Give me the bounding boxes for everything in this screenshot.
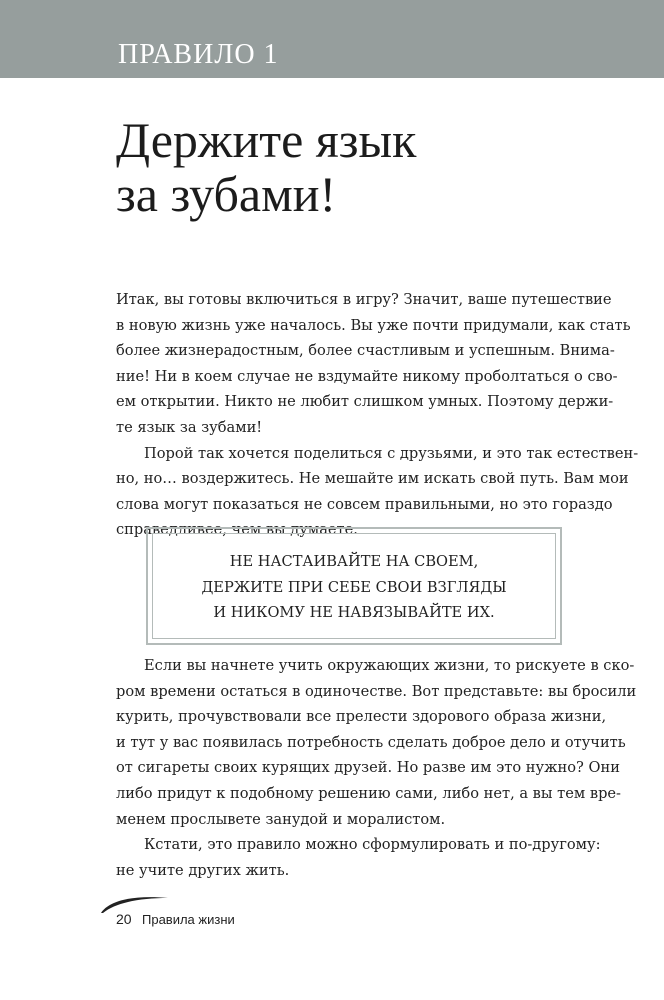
callout-box [146, 527, 562, 645]
chapter-header-band [0, 0, 664, 78]
text-line: курить, прочувствовали все прелести здорового образа жизни, [116, 708, 607, 726]
chapter-title-line: за зубами! [116, 166, 337, 222]
text-line: справедливее, чем вы думаете. [116, 521, 358, 539]
body-text-section-1 [116, 287, 639, 543]
text-line: от сигареты своих курящих друзей. Но разве им это нужно? Они [116, 759, 620, 777]
text-line: Если вы начнете учить окружающих жизни, то рискуете в ско- [144, 657, 635, 674]
text-line: ем открытии. Никто не любит слишком умных. Поэтому держи- [116, 393, 614, 411]
body-text-section-2 [116, 653, 637, 883]
text-line: менем прослывете занудой и моралистом. [116, 810, 446, 828]
text-line: Итак, вы готовы включиться в игру? Значит, ваше путешествие [116, 291, 612, 308]
text-line: ром времени остаться в одиночестве. Вот представьте: вы бросили [116, 682, 637, 700]
running-title: Правила жизни [142, 912, 235, 927]
callout-line: ДЕРЖИТЕ ПРИ СЕБЕ СВОИ ВЗГЛЯДЫ [201, 578, 507, 596]
callout-line: НЕ НАСТАИВАЙТЕ НА СВОЕМ, [229, 553, 479, 570]
chapter-title [116, 113, 596, 221]
callout-line: И НИКОМУ НЕ НАВЯЗЫВАЙТЕ ИХ. [213, 604, 495, 621]
text-line: слова могут показаться не совсем правильными, но это гораздо [116, 495, 613, 513]
text-line: в новую жизнь уже началось. Вы уже почти придумали, как стать [116, 316, 631, 334]
text-line: не учите других жить. [116, 861, 290, 879]
page-number: 20 [116, 911, 132, 927]
text-line: более жизнерадостным, более счастливым и успешным. Внима- [116, 342, 615, 360]
text-line: но, но… воздержитесь. Не мешайте им искать свой путь. Вам мои [116, 470, 629, 488]
text-line: Порой так хочется поделиться с друзьями, и это так естествен- [144, 444, 639, 462]
text-line: и тут у вас появилась потребность сделать доброе дело и отучить [116, 733, 626, 751]
chapter-title-line: Держите язык [116, 112, 417, 168]
paragraph [116, 832, 601, 883]
rule-number-label: ПРАВИЛО 1 [118, 39, 279, 70]
paragraph [116, 653, 637, 832]
text-line: ние! Ни в коем случае не вздумайте никому проболтаться о сво- [116, 367, 618, 385]
paragraph [116, 287, 631, 441]
callout-text [148, 549, 560, 626]
text-line: те язык за зубами! [116, 418, 263, 436]
text-line: либо придут к подобному решению сами, либо нет, а вы тем вре- [116, 784, 621, 802]
text-line: Кстати, это правило можно сформулировать и по-другому: [144, 836, 601, 854]
